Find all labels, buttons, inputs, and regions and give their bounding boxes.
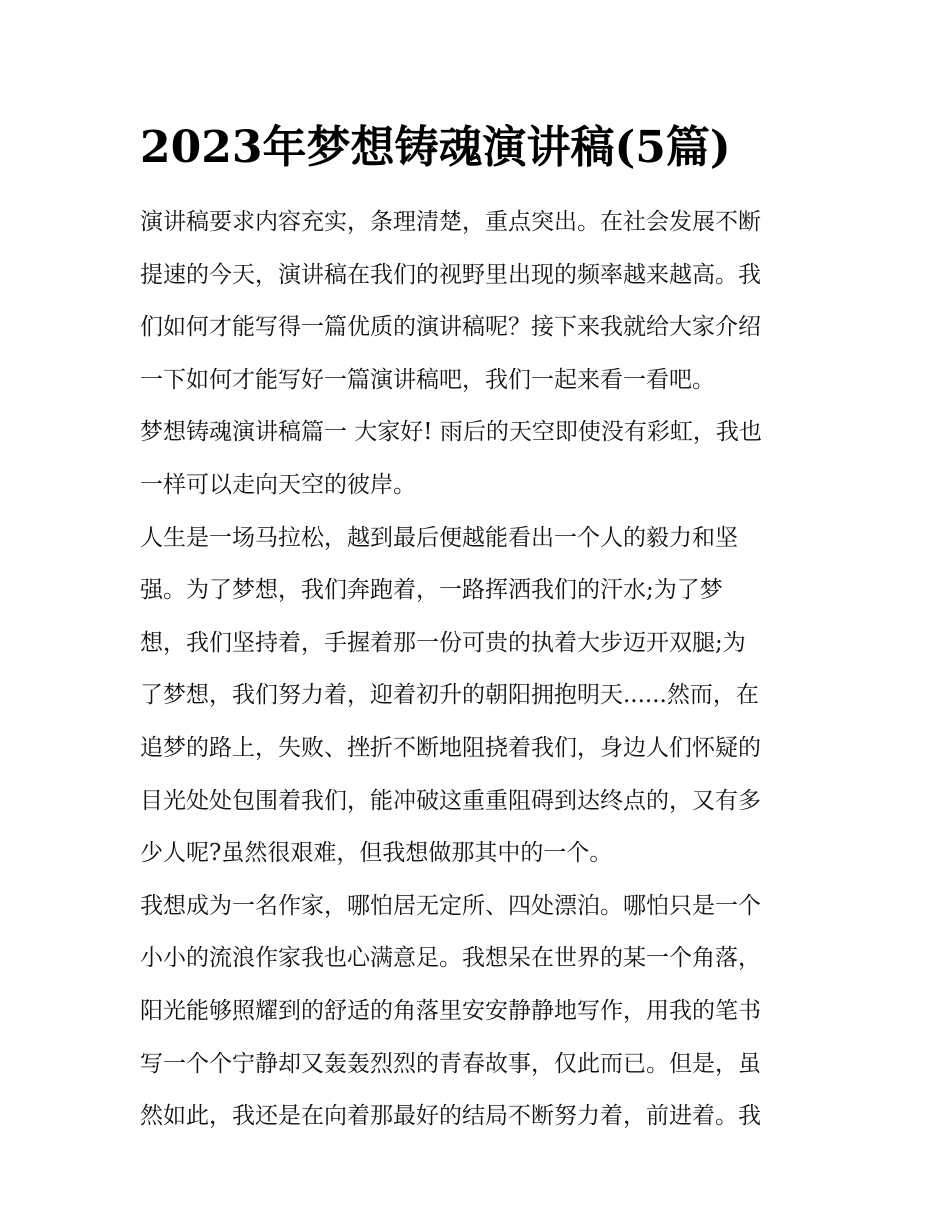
text-line: 梦想铸魂演讲稿篇一 大家好! 雨后的天空即使没有彩虹，我也 xyxy=(140,419,762,446)
text-line: 我想成为一名作家，哪怕居无定所、四处漂泊。哪怕只是一个 xyxy=(140,892,761,919)
text-line: 一下如何才能写好一篇演讲稿吧，我们一起来看一看吧。 xyxy=(140,366,715,393)
text-line: 目光处处包围着我们，能冲破这重重阻碍到达终点的，又有多 xyxy=(140,787,761,814)
document-title: 2023年梦想铸魂演讲稿(5篇) xyxy=(140,122,731,173)
text-line: 少人呢?虽然很艰难，但我想做那其中的一个。 xyxy=(140,840,613,867)
text-line: 追梦的路上，失败、挫折不断地阻挠着我们，身边人们怀疑的 xyxy=(140,734,761,761)
document-body xyxy=(140,196,820,1143)
text-line: 演讲稿要求内容充实，条理清楚，重点突出。在社会发展不断 xyxy=(140,209,761,235)
text-line: 了梦想，我们努力着，迎着初升的朝阳拥抱明天......然而，在 xyxy=(140,682,759,709)
text-line: 强。为了梦想，我们奔跑着，一路挥洒我们的汗水;为了梦 xyxy=(140,577,723,604)
text-line: 想，我们坚持着，手握着那一份可贵的执着大步迈开双腿;为 xyxy=(140,629,746,656)
text-line: 人生是一场马拉松，越到最后便越能看出一个人的毅力和坚 xyxy=(140,524,738,551)
text-line: 一样可以走向天空的彼岸。 xyxy=(140,471,416,498)
text-line: 小小的流浪作家我也心满意足。我想呆在世界的某一个角落， xyxy=(140,945,761,972)
text-line: 们如何才能写得一篇优质的演讲稿呢？接下来我就给大家介绍 xyxy=(140,314,761,341)
text-line: 写一个个宁静却又轰轰烈烈的青春故事，仅此而已。但是，虽 xyxy=(140,1050,761,1077)
text-line: 提速的今天，演讲稿在我们的视野里出现的频率越来越高。我 xyxy=(140,261,761,288)
text-line: 阳光能够照耀到的舒适的角落里安安静静地写作，用我的笔书 xyxy=(140,997,761,1024)
text-line: 然如此，我还是在向着那最好的结局不断努力着，前进着。我 xyxy=(140,1103,761,1130)
